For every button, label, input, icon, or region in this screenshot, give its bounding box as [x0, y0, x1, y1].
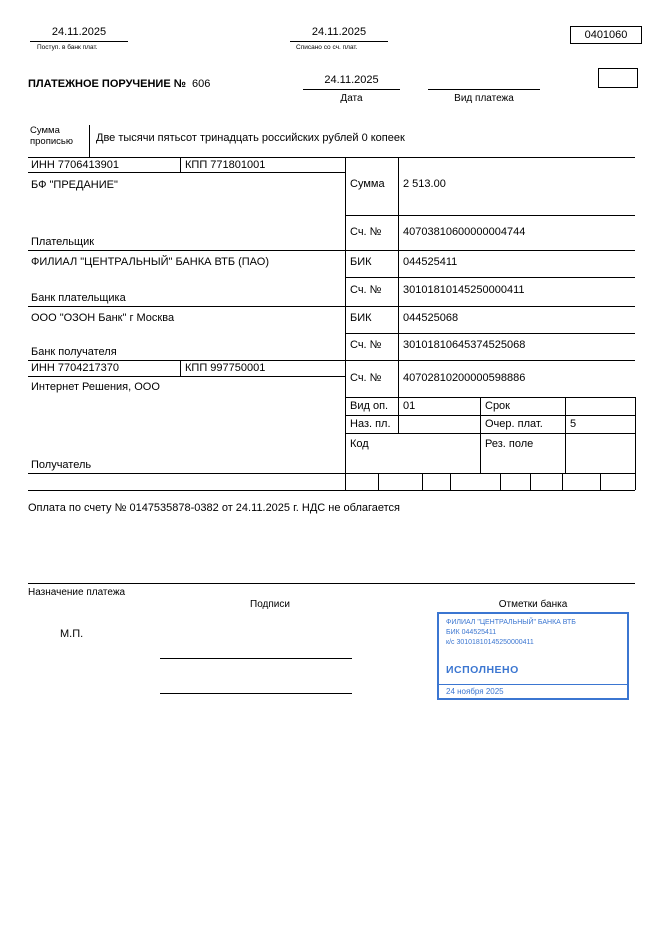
- stamp-bank-name: ФИЛИАЛ "ЦЕНТРАЛЬНЫЙ" БАНКА ВТБ: [446, 619, 576, 626]
- bank-marks-label: Отметки банка: [498, 599, 568, 610]
- payee-bank-account-label: Сч. №: [350, 339, 382, 351]
- table-line: [345, 433, 635, 434]
- signature-line: [160, 693, 352, 694]
- term-label: Срок: [485, 400, 510, 412]
- bank-stamp: [437, 612, 629, 700]
- table-line: [180, 360, 181, 376]
- stamp-place-label: М.П.: [60, 628, 84, 640]
- stamp-corr-account: к/с 30101810145250000411: [446, 639, 534, 646]
- op-type-value: 01: [403, 400, 416, 412]
- payee-account-label: Сч. №: [350, 372, 382, 384]
- table-line: [28, 490, 635, 491]
- reserve-field-label: Рез. поле: [485, 438, 534, 450]
- signature-line: [160, 658, 352, 659]
- stamp-date: 24 ноября 2025: [446, 687, 504, 696]
- table-line: [28, 172, 345, 173]
- table-line: [28, 360, 635, 361]
- code-label: Код: [350, 438, 369, 450]
- title-text: ПЛАТЕЖНОЕ ПОРУЧЕНИЕ №: [28, 78, 186, 90]
- payer-inn: ИНН 7706413901: [31, 159, 120, 171]
- table-line: [345, 415, 635, 416]
- received-date-label: Поступ. в банк плат.: [37, 44, 98, 51]
- amount-words-value: Две тысячи пятьсот тринадцать российских рублей 0 копеек: [96, 132, 405, 144]
- table-line: [500, 473, 501, 490]
- payment-type-label: Вид платежа: [454, 93, 514, 104]
- payer-name: БФ "ПРЕДАНИЕ": [31, 179, 118, 191]
- table-line: [345, 215, 635, 216]
- table-line: [345, 333, 635, 334]
- payee-bank-bik-label: БИК: [350, 312, 372, 324]
- stamp-bik: БИК 044525411: [446, 629, 497, 636]
- payer-bank-bik-value: 044525411: [403, 256, 458, 268]
- table-line: [345, 397, 635, 398]
- purpose-code-label: Наз. пл.: [350, 418, 391, 430]
- table-line: [600, 473, 601, 490]
- purpose-label: Назначение платежа: [28, 587, 126, 598]
- payer-account-label: Сч. №: [350, 226, 382, 238]
- table-line: [180, 157, 181, 172]
- payer-label: Плательщик: [31, 236, 95, 248]
- priority-value: 5: [570, 418, 577, 430]
- amount-label: Сумма: [350, 178, 385, 190]
- payer-kpp: КПП 771801001: [185, 159, 266, 171]
- table-line: [28, 250, 635, 251]
- payee-inn: ИНН 7704217370: [31, 362, 120, 374]
- purpose-text: Оплата по счету № 0147535878-0382 от 24.11.2025 г. НДС не облагается: [28, 502, 400, 514]
- payee-bank-name: ООО "ОЗОН Банк" г Москва: [31, 312, 175, 324]
- priority-label: Очер. плат.: [485, 418, 543, 430]
- stamp-status: ИСПОЛНЕНО: [446, 664, 519, 676]
- payer-account-value: 40703810600000004744: [403, 226, 526, 238]
- table-line: [450, 473, 451, 490]
- table-line: [480, 397, 481, 473]
- stamp-separator: [439, 684, 627, 685]
- header-empty-box: [598, 68, 638, 88]
- table-line: [530, 473, 531, 490]
- payee-bank-label: Банк получателя: [31, 346, 117, 358]
- amount-value: 2 513.00: [403, 178, 446, 190]
- payer-bank-account-value: 30101810145250000411: [403, 284, 525, 296]
- payee-bank-account-value: 30101810645374525068: [403, 339, 526, 351]
- table-line: [422, 473, 423, 490]
- header-date: 24.11.2025: [303, 74, 400, 90]
- debited-date-label: Списано со сч. плат.: [296, 44, 358, 51]
- table-line: [28, 473, 635, 474]
- table-line: [28, 157, 635, 158]
- payee-account-value: 40702810200000598886: [403, 372, 526, 384]
- op-type-label: Вид оп.: [350, 400, 389, 412]
- table-line: [378, 473, 379, 490]
- amount-words-label: Сумма прописью: [28, 125, 90, 157]
- payee-label: Получатель: [31, 459, 92, 471]
- table-line: [635, 397, 636, 490]
- payer-bank-name: ФИЛИАЛ "ЦЕНТРАЛЬНЫЙ" БАНКА ВТБ (ПАО): [31, 256, 269, 268]
- table-line: [398, 157, 399, 433]
- received-date: 24.11.2025: [30, 26, 128, 42]
- table-line: [28, 376, 345, 377]
- debited-date: 24.11.2025: [290, 26, 388, 42]
- table-line: [345, 277, 635, 278]
- payer-bank-bik-label: БИК: [350, 256, 372, 268]
- payee-kpp: КПП 997750001: [185, 362, 266, 374]
- table-line: [345, 157, 346, 490]
- document-title: [28, 78, 210, 91]
- payer-bank-label: Банк плательщика: [31, 292, 126, 304]
- purpose-line: [28, 583, 635, 584]
- table-line: [28, 306, 635, 307]
- form-code-box: 0401060: [570, 26, 642, 44]
- table-line: [565, 397, 566, 473]
- document-number: 606: [192, 78, 211, 90]
- table-line: [562, 473, 563, 490]
- payee-bank-bik-value: 044525068: [403, 312, 459, 324]
- payee-name: Интернет Решения, ООО: [31, 381, 160, 393]
- signatures-label: Подписи: [250, 599, 290, 610]
- header-date-label: Дата: [340, 93, 363, 104]
- payment-type-line: [428, 89, 540, 90]
- payer-bank-account-label: Сч. №: [350, 284, 382, 296]
